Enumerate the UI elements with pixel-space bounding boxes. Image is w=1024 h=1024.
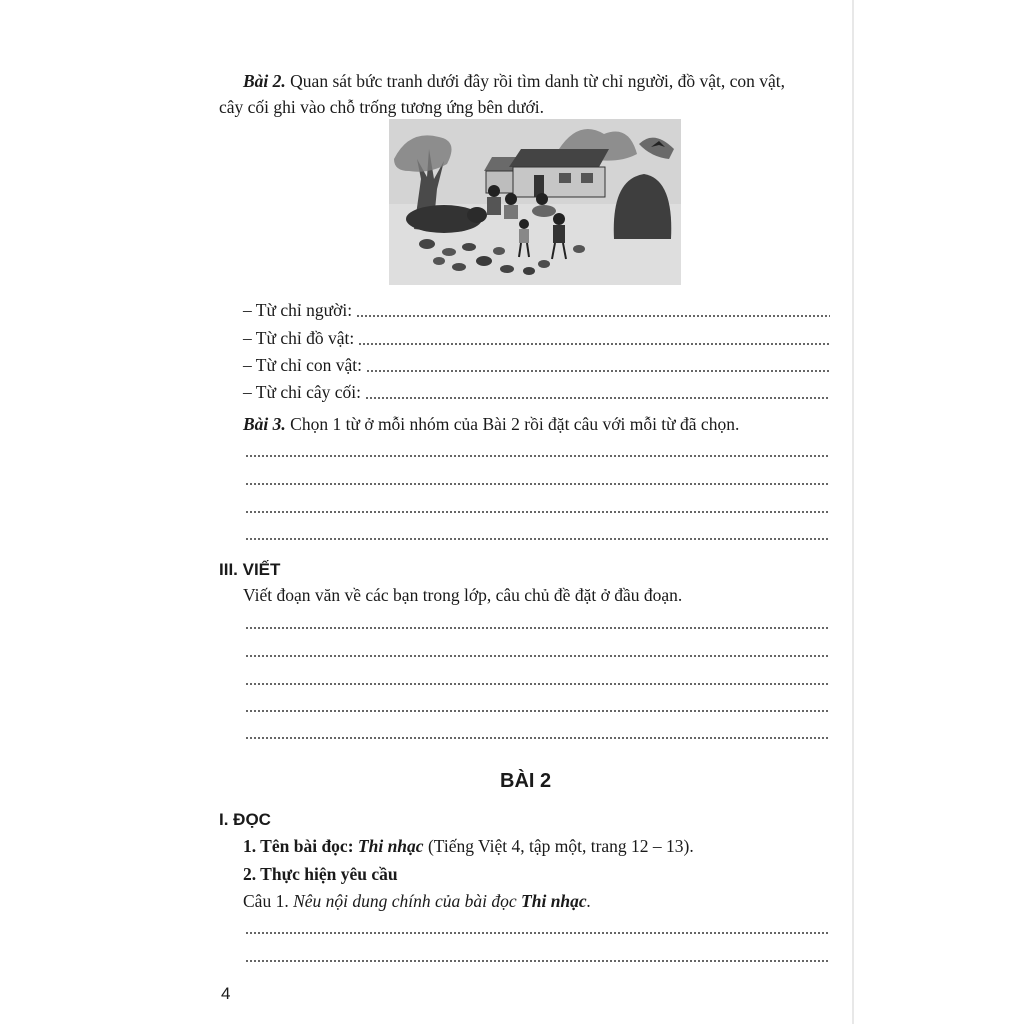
field-nguoi-answer-line[interactable] [356, 315, 830, 317]
viet-answer-line[interactable] [245, 627, 830, 629]
field-cay-coi [243, 384, 830, 402]
question-1-label: Câu 1. [243, 891, 289, 911]
field-nguoi-label: – Từ chỉ người: [243, 300, 353, 320]
doc-item2-label: 2. Thực hiện yêu cầu [243, 864, 398, 884]
field-cay-coi-label: – Từ chỉ cây cối: [243, 382, 362, 402]
field-do-vat-label: – Từ chỉ đồ vật: [243, 328, 355, 348]
doc-item2 [243, 866, 398, 884]
bai2-label: Bài 2. [243, 71, 286, 91]
bai3-answer-line[interactable] [245, 455, 830, 457]
lesson-title: BÀI 2 [500, 770, 552, 792]
viet-answer-line[interactable] [245, 683, 830, 685]
bai3-instruction [243, 416, 739, 434]
field-do-vat-answer-line[interactable] [358, 343, 830, 345]
bai3-answer-line[interactable] [245, 483, 830, 485]
field-con-vat-answer-line[interactable] [366, 370, 830, 372]
question-1-title: Thi nhạc [521, 891, 587, 911]
page-edge-shadow [852, 0, 854, 1024]
doc-item1 [243, 838, 694, 856]
question-1-text: Nêu nội dung chính của bài đọc [293, 891, 517, 911]
village-drawing-icon [389, 119, 681, 285]
field-cay-coi-answer-line[interactable] [365, 397, 830, 399]
question-1-answer-line[interactable] [245, 932, 830, 934]
question-1-answer-line[interactable] [245, 960, 830, 962]
section-viet-heading: III. VIẾT [219, 560, 281, 579]
bai3-text: Chọn 1 từ ở mỗi nhóm của Bài 2 rồi đặt câu với mỗi từ đã chọn. [290, 414, 740, 434]
viet-answer-line[interactable] [245, 710, 830, 712]
viet-answer-line[interactable] [245, 655, 830, 657]
question-1 [243, 893, 591, 911]
section-doc-heading: I. ĐỌC [219, 810, 271, 829]
bai3-answer-line[interactable] [245, 538, 830, 540]
viet-answer-line[interactable] [245, 737, 830, 739]
page-number: 4 [221, 984, 231, 1003]
field-con-vat [243, 357, 830, 375]
bai2-text-line1: Quan sát bức tranh dưới đây rồi tìm danh từ chỉ người, đồ vật, con vật, [290, 71, 785, 91]
field-nguoi [243, 302, 830, 320]
doc-item1-label: 1. Tên bài đọc: [243, 836, 354, 856]
bai2-instruction-line1 [243, 73, 785, 91]
question-1-end: . [586, 891, 592, 911]
section-viet-instruction: Viết đoạn văn về các bạn trong lớp, câu chủ đề đặt ở đầu đoạn. [243, 585, 683, 605]
field-do-vat [243, 330, 830, 348]
bai3-answer-line[interactable] [245, 511, 830, 513]
bai2-instruction-line2: cây cối ghi vào chỗ trống tương ứng bên dưới. [219, 97, 544, 117]
bai3-label: Bài 3. [243, 414, 286, 434]
village-drawing-svg [389, 119, 681, 285]
doc-item1-source: (Tiếng Việt 4, tập một, trang 12 – 13). [427, 836, 694, 856]
doc-item1-title: Thi nhạc [357, 836, 424, 856]
field-con-vat-label: – Từ chỉ con vật: [243, 355, 362, 375]
